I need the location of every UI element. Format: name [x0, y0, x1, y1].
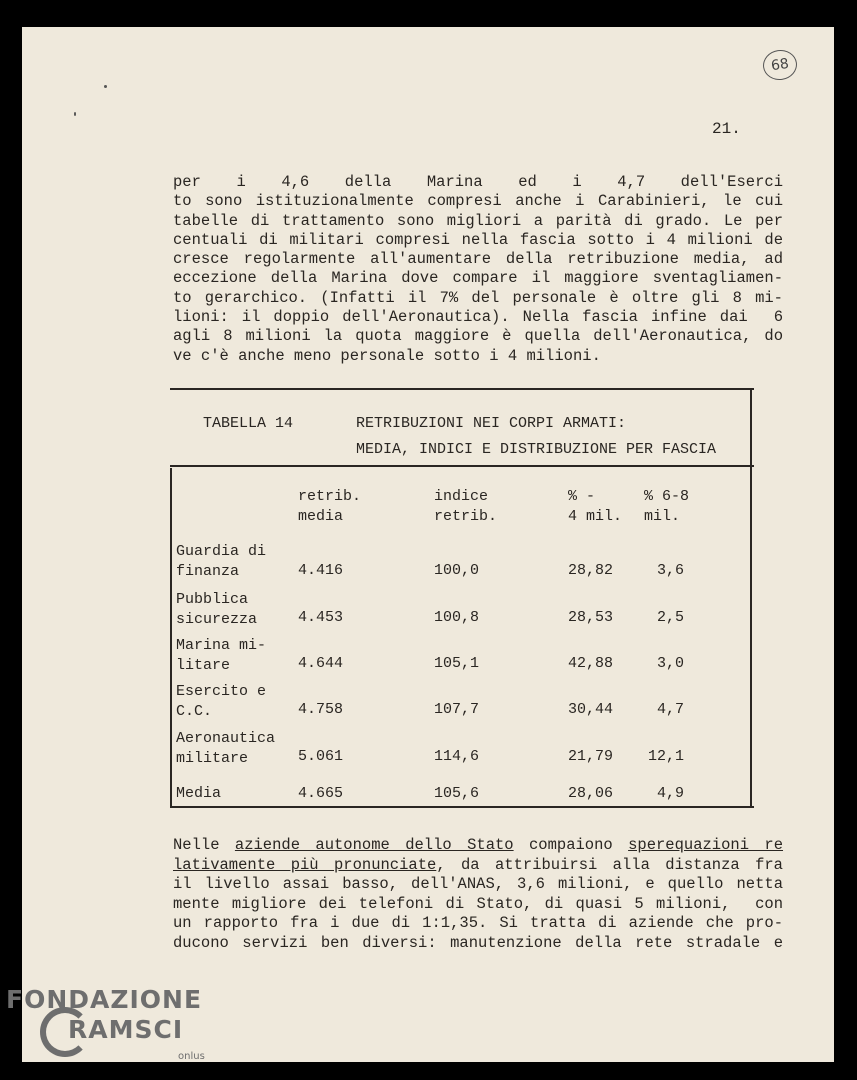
text-run: , da attribuirsi alla distanza fra [436, 855, 783, 874]
row-label: Aeronautica militare [176, 730, 276, 767]
cell-pct-6-8: 3,0 [657, 655, 685, 672]
table-title: RETRIBUZIONI NEI CORPI ARMATI: [356, 415, 627, 432]
text-line: un rapporto fra i due di 1:1,35. Si tratta di aziende che pro- [173, 914, 783, 932]
watermark-line: RAMSCI [68, 1015, 184, 1044]
text-line [173, 856, 783, 876]
cell-indice: 100,0 [434, 562, 480, 579]
cell-media: 4.416 [298, 562, 344, 579]
underlined-phrase: aziende autonome dello Stato [234, 836, 514, 854]
cell-media: 4.665 [298, 785, 344, 802]
text-line [173, 836, 783, 856]
table-rule [750, 388, 752, 468]
cell-media: 4.758 [298, 701, 344, 718]
text-line: to gerarchico. (Infatti il 7% del personale è oltre gli 8 mi- [173, 288, 783, 307]
cell-pct-6-8: 3,6 [657, 562, 685, 579]
table-14 [170, 388, 754, 810]
cell-indice: 107,7 [434, 701, 480, 718]
cell-indice: 105,6 [434, 785, 480, 802]
row-label: Media [176, 785, 222, 802]
underlined-phrase: sperequazioni re [628, 836, 784, 854]
cell-pct-6-8: 4,7 [657, 701, 685, 718]
text-line: ve c'è anche meno personale sotto i 4 milioni. [173, 346, 601, 365]
row-label: Pubblica sicurezza [176, 591, 258, 628]
text-line: il livello assai basso, dell'ANAS, 3,6 milioni, e quello netta [173, 875, 783, 893]
table-rule [170, 465, 754, 467]
table-rule [170, 468, 172, 808]
text-line: per i 4,6 della Marina ed i 4,7 dell'Eserci [173, 173, 783, 191]
cell-pct-6-8: 2,5 [657, 609, 685, 626]
table-subtitle: MEDIA, INDICI E DISTRIBUZIONE PER FASCIA [356, 441, 717, 458]
text-line: centuali di militari compresi nella fascia sotto i 4 milioni de [173, 230, 783, 249]
table-rule [170, 806, 754, 808]
table-rule [170, 388, 754, 390]
cell-media: 5.061 [298, 748, 344, 765]
text-run: Nelle [173, 836, 235, 854]
page-number: 21. [712, 120, 741, 138]
paper-speck [74, 112, 76, 116]
column-header: indice retrib. [434, 488, 498, 525]
cell-indice: 100,8 [434, 609, 480, 626]
paragraph-1 [173, 173, 783, 366]
watermark-line: onlus [178, 1051, 205, 1062]
cell-pct-4: 28,06 [568, 785, 614, 802]
cell-pct-4: 42,88 [568, 655, 614, 672]
text-line: eccezione della Marina dove compare il maggiore sventagliamen- [173, 269, 783, 288]
cell-pct-4: 28,82 [568, 562, 614, 579]
text-line: to sono istituzionalmente compresi anche i Carabinieri, le cui [173, 192, 783, 211]
row-label: Guardia di finanza [176, 543, 267, 580]
text-line: ducono servizi ben diversi: manutenzione della rete stradale e [173, 933, 783, 952]
cell-pct-6-8: 4,9 [657, 785, 685, 802]
column-header: retrib. media [298, 488, 362, 525]
text-line: tabelle di trattamento sono migliori a parità di grado. Le per [173, 211, 783, 230]
watermark-line: FONDAZIONE [6, 985, 203, 1014]
cell-media: 4.453 [298, 609, 344, 626]
text-line: cresce regolarmente all'aumentare della retribuzione media, ad [173, 250, 783, 269]
text-run: compaiono [513, 836, 629, 854]
row-label: Marina mi- litare [176, 637, 267, 674]
cell-pct-4: 30,44 [568, 701, 614, 718]
cell-indice: 105,1 [434, 655, 480, 672]
text-line: agli 8 milioni la quota maggiore è quella dell'Aeronautica, do [173, 327, 783, 346]
column-header: % - 4 mil. [568, 488, 623, 525]
paragraph-2 [173, 836, 783, 953]
table-label: TABELLA 14 [203, 415, 294, 432]
table-rule [750, 468, 752, 808]
cell-media: 4.644 [298, 655, 344, 672]
archive-page-mark: 68 [761, 48, 799, 82]
cell-indice: 114,6 [434, 748, 480, 765]
cell-pct-6-8: 12,1 [648, 748, 685, 765]
column-header: % 6-8 mil. [644, 488, 690, 525]
cell-pct-4: 28,53 [568, 609, 614, 626]
watermark-logo [6, 985, 216, 1080]
paper-speck [104, 85, 107, 88]
text-line: mente migliore dei telefoni di Stato, di quasi 5 milioni, con [173, 894, 783, 913]
cell-pct-4: 21,79 [568, 748, 614, 765]
row-label: Esercito e C.C. [176, 683, 267, 720]
text-line: lioni: il doppio dell'Aeronautica). Nella fascia infine dai 6 [173, 308, 783, 327]
underlined-phrase: lativamente più pronunciate [173, 855, 437, 874]
